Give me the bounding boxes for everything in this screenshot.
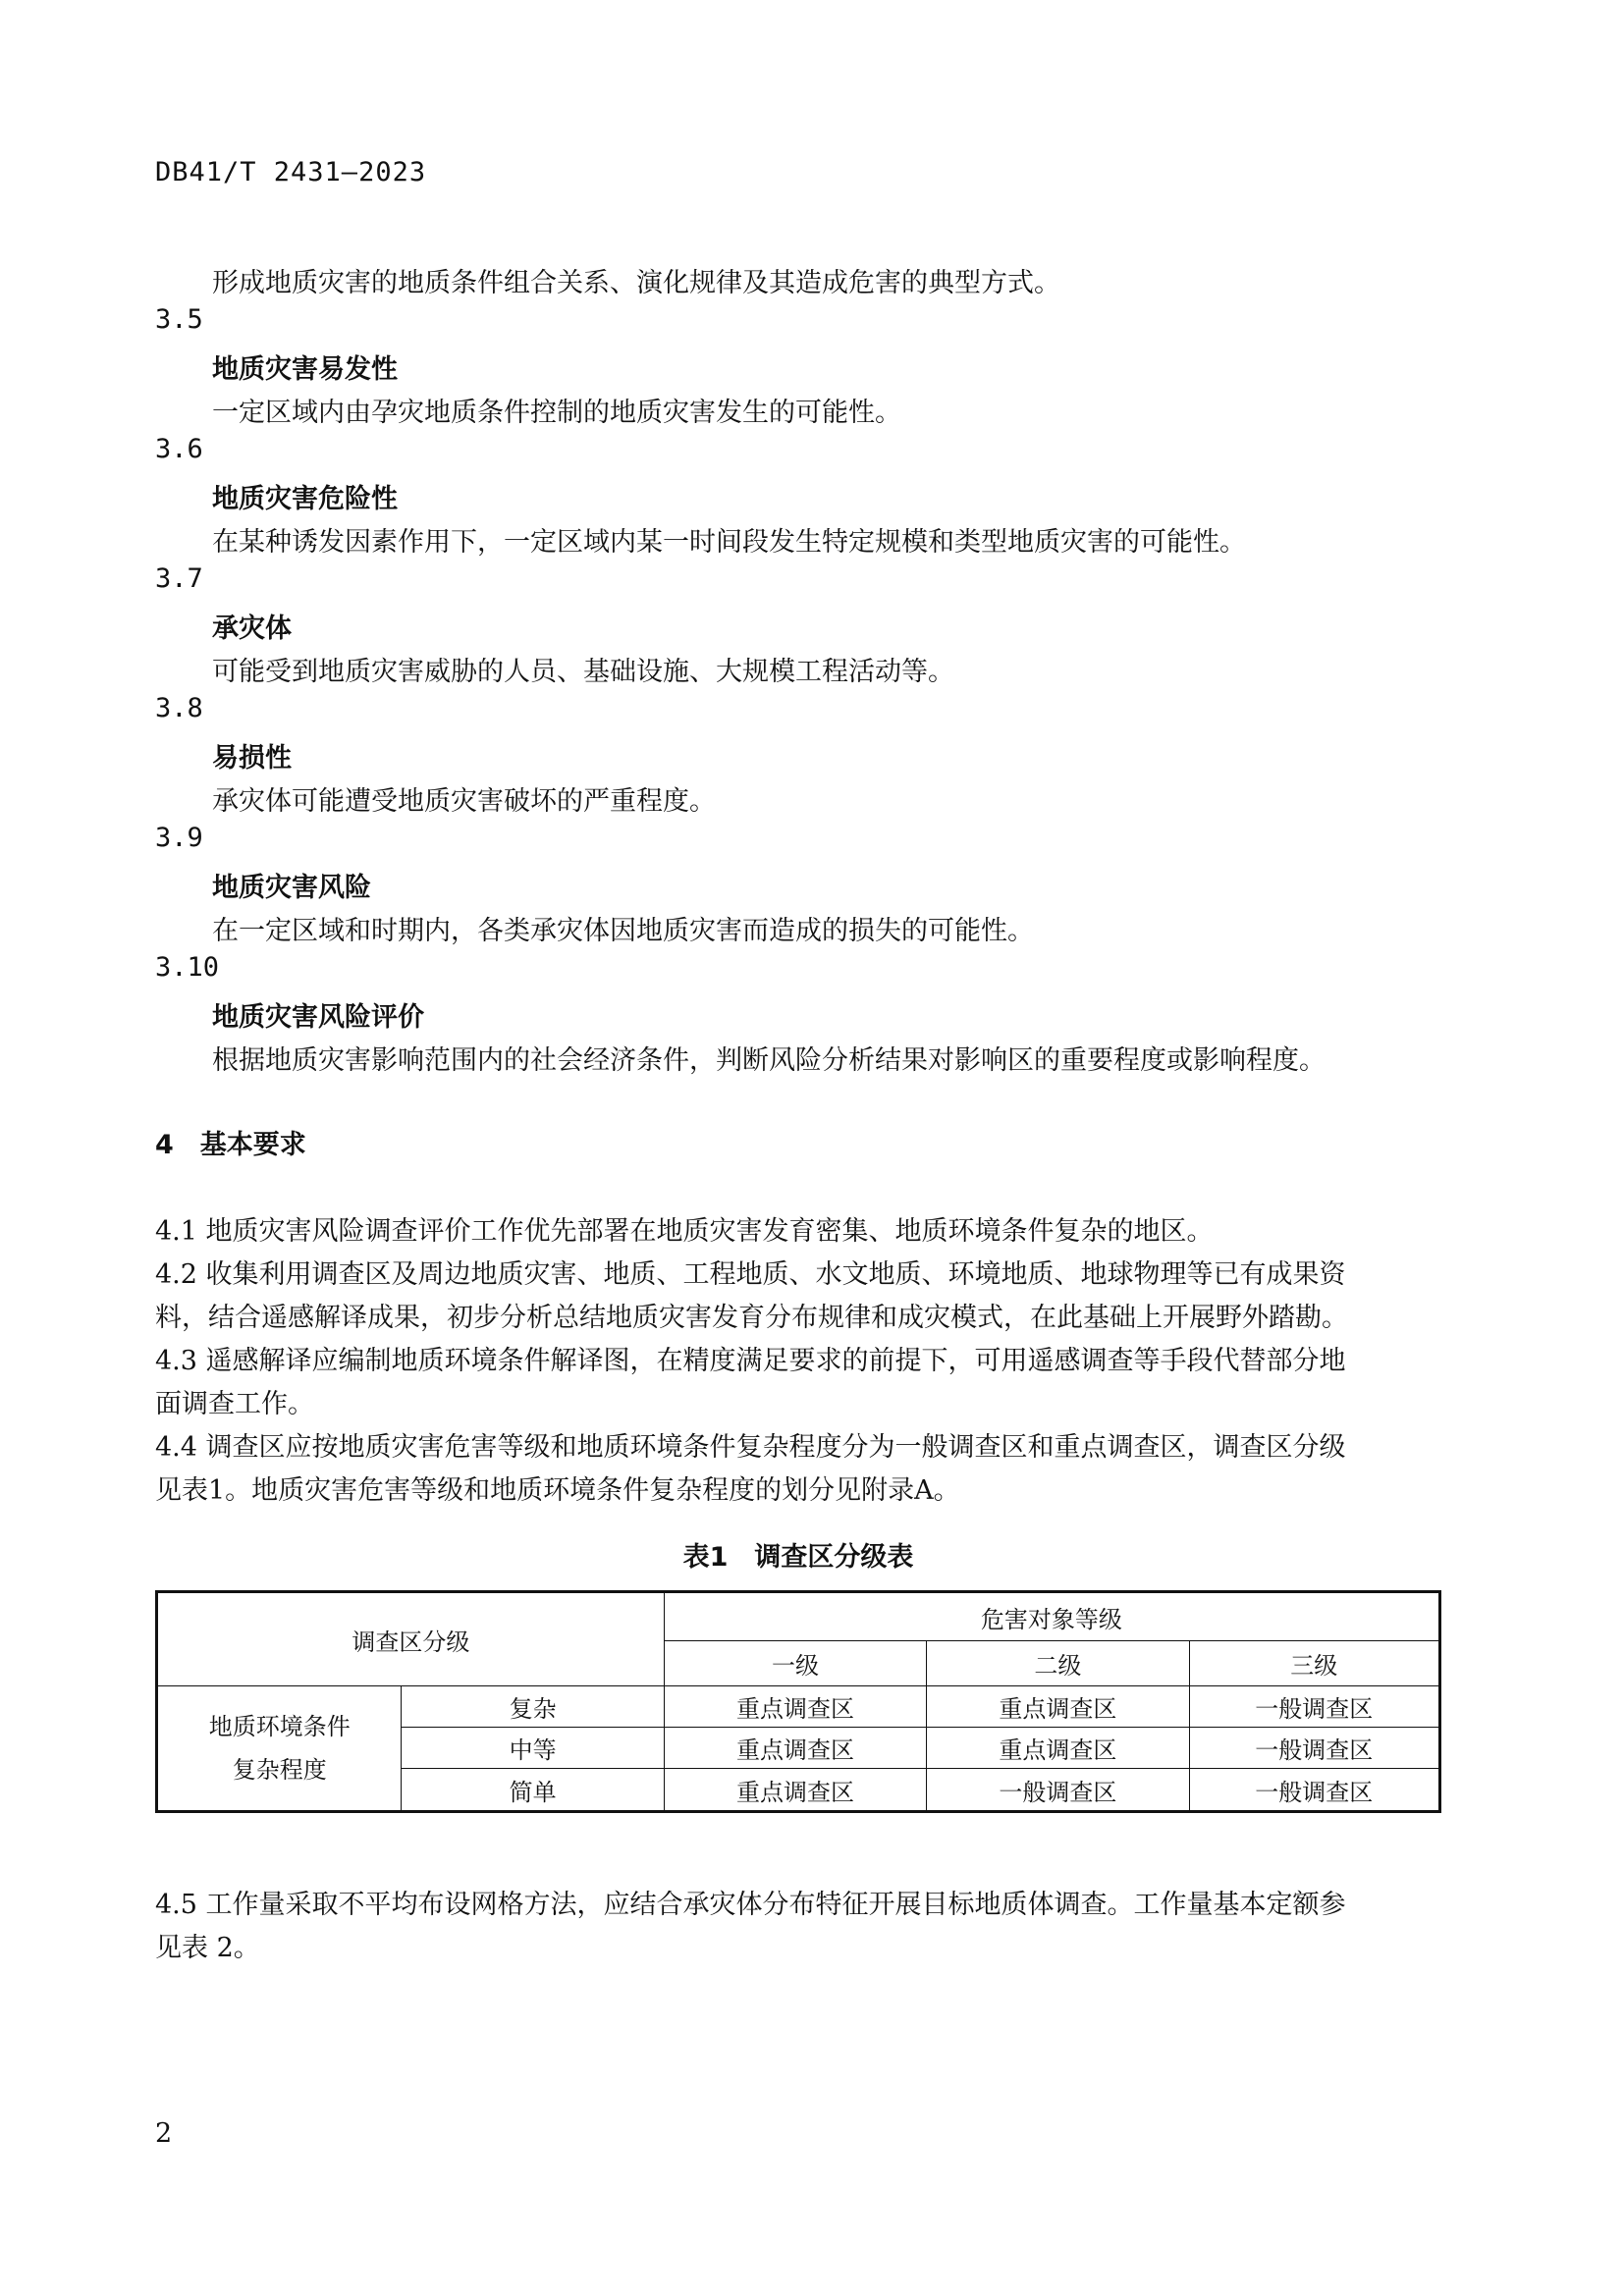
term-definition: 在某种诱发因素作用下，一定区域内某一时间段发生特定规模和类型地质灾害的可能性。: [212, 527, 1246, 558]
term-title: 易损性: [212, 743, 292, 774]
table-row-label: 简单: [402, 1769, 664, 1812]
table-row: [157, 1686, 1440, 1728]
term-title: 地质灾害风险评价: [212, 1002, 424, 1033]
standard-number: DB41/T 2431—2023: [155, 157, 427, 187]
term-definition: 可能受到地质灾害威胁的人员、基础设施、大规模工程活动等。: [212, 657, 954, 687]
table-row-label: 中等: [402, 1728, 664, 1769]
term-number: 3.8: [155, 693, 203, 723]
clause-line: 4.4 调查区应按地质灾害危害等级和地质环境条件复杂程度分为一般调查区和重点调查区，调查区分级: [155, 1432, 1346, 1463]
clause-line: 4.3 遥感解译应编制地质环境条件解译图，在精度满足要求的前提下，可用遥感调查等手段代替部分地: [155, 1346, 1346, 1376]
table-corner-header: 调查区分级: [157, 1592, 665, 1686]
table-group-header: 危害对象等级: [664, 1592, 1439, 1641]
table-col-header: 三级: [1189, 1641, 1439, 1686]
table-cell: 重点调查区: [664, 1728, 926, 1769]
table-cell: 重点调查区: [664, 1686, 926, 1728]
survey-grade-table: [155, 1590, 1441, 1813]
section-heading: 4 基本要求: [155, 1130, 306, 1160]
term-title: 地质灾害危险性: [212, 484, 398, 514]
term-definition: 承灾体可能遭受地质灾害破坏的严重程度。: [212, 786, 716, 817]
table-cell: 一般调查区: [1189, 1728, 1439, 1769]
term-title: 承灾体: [212, 614, 292, 644]
table-cell: 重点调查区: [927, 1728, 1189, 1769]
term-number: 3.5: [155, 304, 203, 335]
term-definition: 在一定区域和时期内，各类承灾体因地质灾害而造成的损失的可能性。: [212, 916, 1034, 946]
term-definition: 一定区域内由孕灾地质条件控制的地质灾害发生的可能性。: [212, 398, 901, 428]
clause-line: 4.2 收集利用调查区及周边地质灾害、地质、工程地质、水文地质、环境地质、地球物理等已有成果资: [155, 1259, 1346, 1290]
table-caption: 表1 调查区分级表: [682, 1542, 914, 1573]
table-row-label: 复杂: [402, 1686, 664, 1728]
table-cell: 一般调查区: [1189, 1686, 1439, 1728]
table-col-header: 一级: [664, 1641, 926, 1686]
term-number: 3.10: [155, 952, 220, 983]
clause-line: 见表1。地质灾害危害等级和地质环境条件复杂程度的划分见附录A。: [155, 1475, 960, 1506]
term-number: 3.6: [155, 434, 203, 464]
term-title: 地质灾害易发性: [212, 354, 398, 385]
clause-line: 4.5 工作量采取不平均布设网格方法，应结合承灾体分布特征开展目标地质体调查。工作量基本定额参: [155, 1890, 1346, 1920]
clause-line: 面调查工作。: [155, 1389, 314, 1419]
page-number: 2: [155, 2118, 173, 2149]
term-number: 3.9: [155, 823, 203, 853]
table-cell: 重点调查区: [927, 1686, 1189, 1728]
clause-line: 见表 2。: [155, 1933, 260, 1963]
term-title: 地质灾害风险: [212, 873, 371, 903]
table-col-header: 二级: [927, 1641, 1189, 1686]
term-definition: 根据地质灾害影响范围内的社会经济条件，判断风险分析结果对影响区的重要程度或影响程度。: [212, 1045, 1326, 1076]
table-row-group-label: 地质环境条件 复杂程度: [157, 1686, 402, 1812]
table-cell: 一般调查区: [1189, 1769, 1439, 1812]
term-number: 3.7: [155, 563, 203, 594]
intro-line: 形成地质灾害的地质条件组合关系、演化规律及其造成危害的典型方式。: [212, 268, 1060, 298]
table-cell: 重点调查区: [664, 1769, 926, 1812]
clause-line: 料，结合遥感解译成果，初步分析总结地质灾害发育分布规律和成灾模式，在此基础上开展野外踏勘。: [155, 1303, 1348, 1333]
clause-line: 4.1 地质灾害风险调查评价工作优先部署在地质灾害发育密集、地质环境条件复杂的地区。: [155, 1216, 1214, 1247]
table-cell: 一般调查区: [927, 1769, 1189, 1812]
